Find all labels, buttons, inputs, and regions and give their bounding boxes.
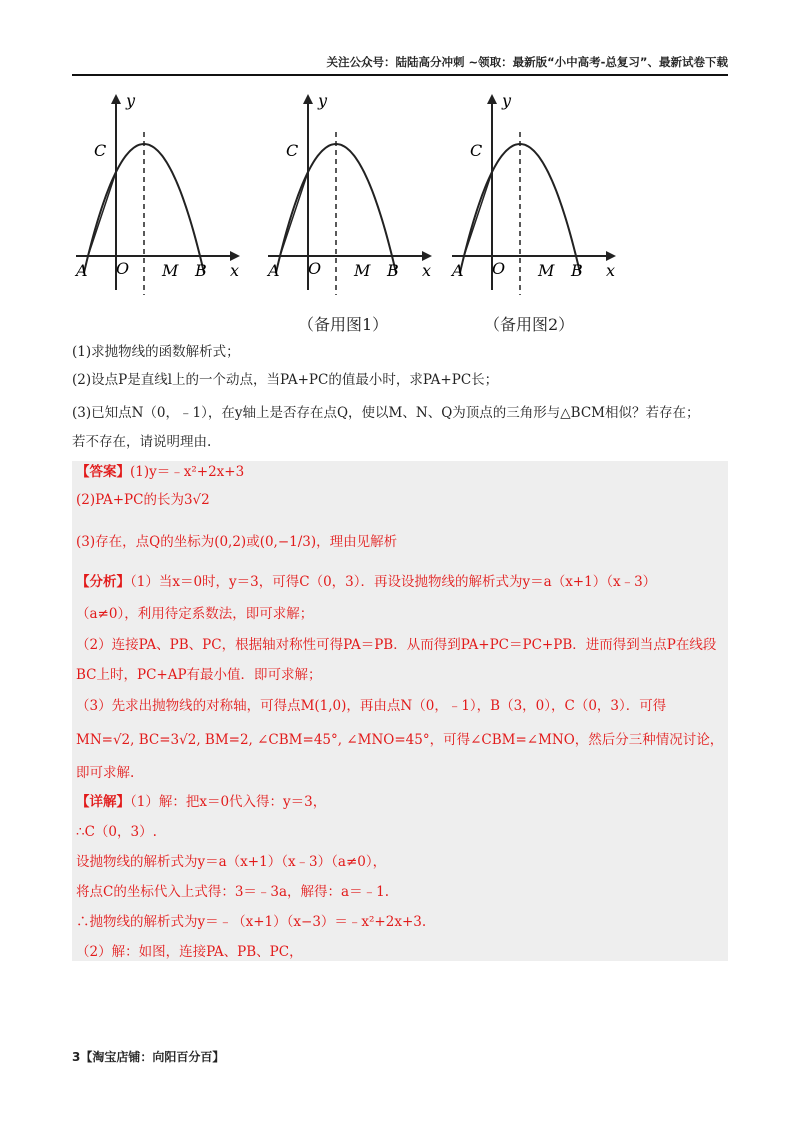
detail-text-5: （2）解：如图，连接PA、PB、PC， [76,944,303,960]
answer-1: (1)y＝﹣x²+2x+3 [130,464,245,480]
detail-text-3: 将点C的坐标代入上式得：3＝﹣3a，解得：a＝﹣1. [76,884,389,900]
detail-text-2: 设抛物线的解析式为y＝a（x+1）（x﹣3）（a≠0）， [76,854,387,870]
figure-caption-2: （备用图2） [484,315,575,334]
label-y: y [126,91,136,110]
label-c: C [94,141,107,160]
label-o: O [492,259,506,278]
analysis-text-5: （3）先求出抛物线的对称轴，可得点M(1,0)，再由点N（0，﹣1），B（3，0），C（0，3）．可得 [76,698,667,714]
page-footer: 3【淘宝店铺：向阳百分百】 [72,1050,225,1064]
label-a: A [452,261,464,280]
segment-ac [88,172,116,256]
label-o: O [308,259,322,278]
question-1: (1)求抛物线的函数解析式； [72,344,240,360]
parabola-figure-backup-2 [448,90,628,300]
answer-line-1 [76,462,244,482]
label-b: B [571,261,583,280]
label-y: y [502,91,512,110]
analysis-text-1: （1）当x＝0时，y＝3，可得C（0，3）．再设设抛物线的解析式为y＝a（x+1）（x﹣3） [130,574,657,590]
label-m: M [538,261,555,280]
detail-first: （1）解：把x＝0代入得：y＝3， [130,794,327,810]
detail-line-1 [76,792,326,812]
x-axis-arrow [230,251,240,261]
segment-ac [280,172,308,256]
header-text: 关注公众号：陆陆高分冲刺 ~领取：最新版“小中高考-总复习”、最新试卷下载 [326,55,728,69]
label-b: B [195,261,207,280]
page-header [72,54,728,76]
label-y: y [318,91,328,110]
label-b: B [387,261,399,280]
label-o: O [116,259,130,278]
parabola-figure [72,90,252,300]
question-2: (2)设点P是直线l上的一个动点，当PA+PC的值最小时，求PA+PC长； [72,372,499,388]
label-c: C [470,141,483,160]
x-axis-arrow [606,251,616,261]
label-a: A [268,261,280,280]
label-x: x [422,261,432,280]
analysis-text-7: 即可求解. [76,765,135,781]
answer-2: (2)PA+PC的长为3√2 [76,492,210,508]
label-m: M [162,261,179,280]
x-axis-arrow [422,251,432,261]
answer-3: (3)存在，点Q的坐标为(0,2)或(0,−1/3)，理由见解析 [76,534,398,550]
figure-caption-1: （备用图1） [298,315,389,334]
analysis-text-6: MN=√2, BC=3√2, BM=2, ∠CBM=45°, ∠MNO=45°，可得∠CBM=∠MNO，然后分三种情况讨论， [76,732,724,748]
analysis-label: 【分析】 [76,574,130,590]
question-3-cont: 若不存在，请说明理由. [72,434,212,450]
label-x: x [606,261,616,280]
detail-text-4: ∴抛物线的解析式为y＝﹣（x+1）（x−3）＝﹣x²+2x+3. [76,914,427,930]
y-axis-arrow [111,94,121,104]
analysis-text-4: BC上时，PC+AP有最小值．即可求解； [76,667,322,683]
detail-label: 【详解】 [76,794,130,810]
label-x: x [230,261,240,280]
question-3: (3)已知点N（0，﹣1），在y轴上是否存在点Q，使以M、N、Q为顶点的三角形与△BCM相似？若存在； [72,405,700,421]
parabola-figure-backup-1 [264,90,444,300]
segment-ac [464,172,492,256]
label-m: M [354,261,371,280]
label-a: A [76,261,88,280]
detail-text-1: ∴C（0，3）. [76,824,157,840]
analysis-text-3: （2）连接PA、PB、PC，根据轴对称性可得PA＝PB．从而得到PA+PC＝PC+PB．进而得到当点P在线段 [76,637,717,653]
y-axis-arrow [303,94,313,104]
label-c: C [286,141,299,160]
y-axis-arrow [487,94,497,104]
answer-label: 【答案】 [76,464,130,480]
analysis-text-2: （a≠0），利用待定系数法，即可求解； [76,606,314,622]
analysis-line-1 [76,572,656,592]
